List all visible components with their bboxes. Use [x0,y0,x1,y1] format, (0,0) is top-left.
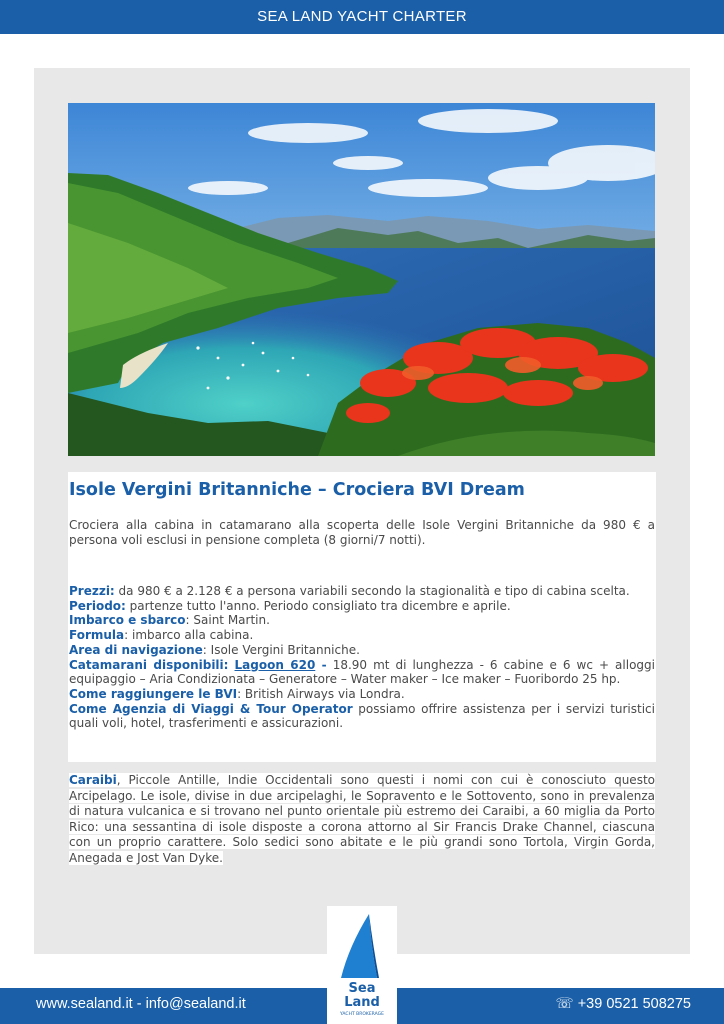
footer-phone: ☏ +39 0521 508275 [555,996,691,1012]
prices-label: Prezzi: [69,584,115,598]
bay-landscape-photo [68,103,655,456]
agency-label: Come Agenzia di Viaggi & Tour Operator [69,701,353,716]
formula-label: Formula [69,628,125,643]
boarding-text: : Saint Martin. [185,613,270,628]
caribbean-label: Caraibi [69,773,117,787]
header-title: SEA LAND YACHT CHARTER [257,8,467,25]
caribbean-text: , Piccole Antille, Indie Occidentali sono questi i nomi con cui è conosciuto questo Arcipelago. Le isole, divise in due arcipelaghi, le Sopravento e le Sottovento, sono in prevalenza di natura vulcanica e si trovano nel punto orientale più estremo dei Caraibi, a 60 miglia da Porto Rico: una sessantina di isole disposte a corona attorno al Sir Francis Drake Channel, ciascuna con un proprio carattere. Solo sedici sono abitate e le più grandi sono Tortola, Virgin Gorda, Anegada e Jost Van Dyke. [69,773,655,865]
sail-logo-icon [327,906,397,1024]
caribbean-text-wrapper [69,773,655,865]
catamarans-text: 18.90 mt di lunghezza - 6 cabine e 6 wc + alloggi equipaggio – Aria Condizionata – Generatore – Water maker – Ice maker – Fuoribordo 25 hp. [69,657,655,687]
boarding-label: Imbarco e sbarco [69,613,186,628]
reach-label: Come raggiungere le BVI [69,686,238,701]
agency-text: possiamo offrire assistenza per i servizi turistici quali voli, hotel, trasferimenti e assicurazioni. [69,701,655,731]
catamarans-label: Catamarani disponibili: [69,657,229,672]
article-details [69,584,655,731]
logo-line2: Land [344,995,380,1010]
footer-contacts[interactable]: www.sealand.it - info@sealand.it [36,996,246,1012]
catamarans-dash: - [315,657,327,672]
period-text: partenze tutto l'anno. Periodo consigliato tra dicembre e aprile. [125,598,511,613]
logo-tagline: YACHT BROKERAGE [340,1012,384,1017]
period-label: Periodo: [69,598,126,613]
reach-text: : British Airways via Londra. [237,686,405,701]
prices-text: da 980 € a 2.128 € a persona variabili secondo la stagionalità e tipo di cabina scelta. [114,584,630,598]
lagoon-620-link[interactable]: Lagoon 620 [234,657,316,672]
caribbean-paragraph [69,773,655,867]
formula-text: : imbarco alla cabina. [124,628,254,643]
area-text: : Isole Vergini Britanniche. [202,642,360,657]
logo-line1: Sea [348,981,376,996]
article-intro: Crociera alla cabina in catamarano alla scoperta delle Isole Vergini Britanniche da 980 € a persona voli esclusi in pensione completa (8 giorni/7 notti). [69,518,655,547]
area-label: Area di navigazione [69,642,203,657]
sealand-logo [327,906,397,1024]
article-title: Isole Vergini Britanniche – Crociera BVI Dream [69,480,525,500]
